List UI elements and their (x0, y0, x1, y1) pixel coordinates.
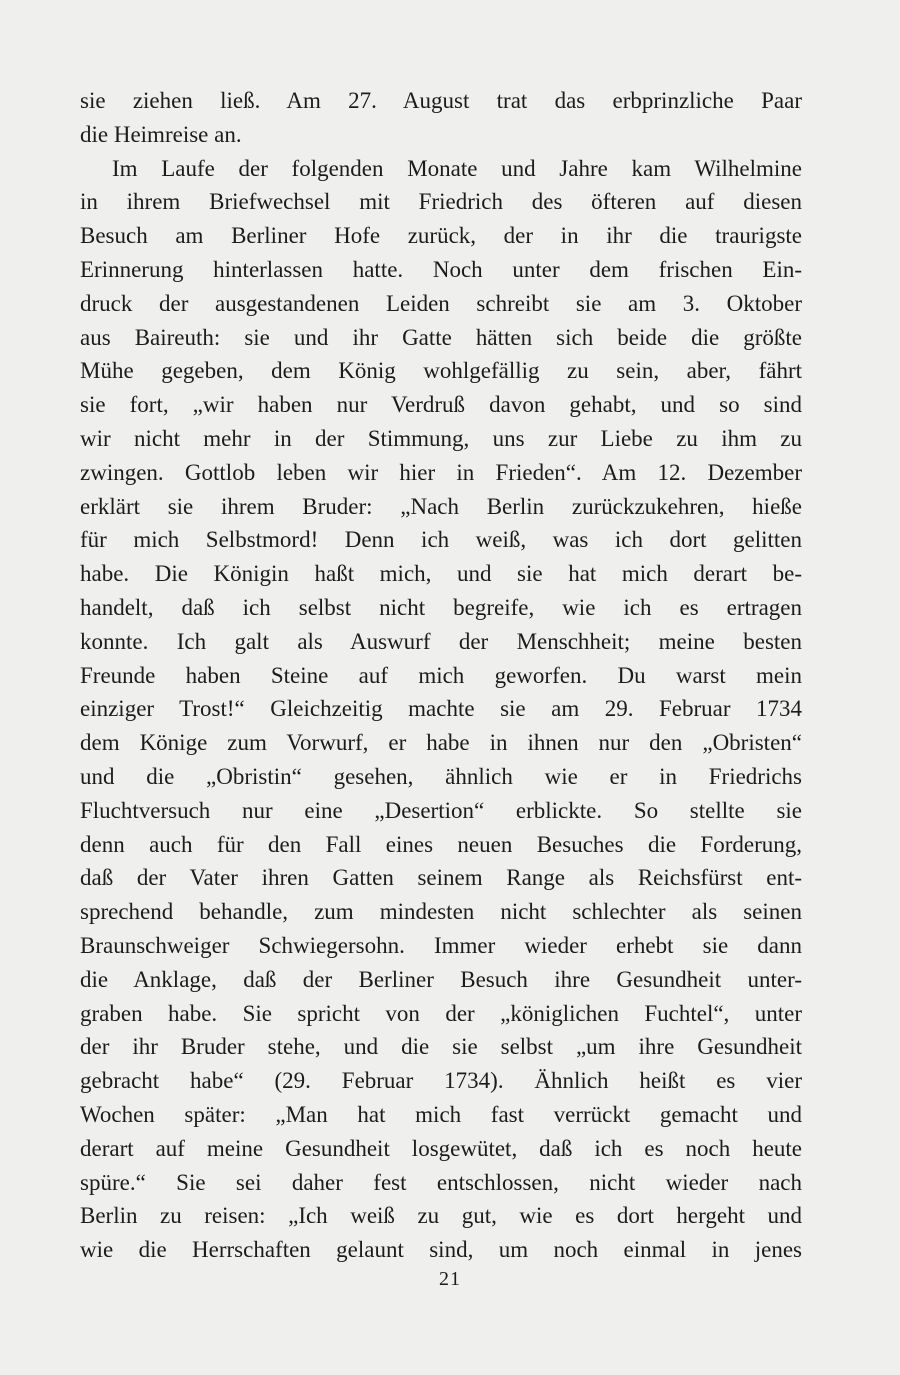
text-line: habe. Die Königin haßt mich, und sie hat mich derart be- (80, 561, 802, 587)
text-line: daß der Vater ihren Gatten seinem Range als Reichsfürst ent- (80, 865, 802, 891)
text-line: für mich Selbstmord! Denn ich weiß, was ich dort gelitten (80, 527, 802, 553)
text-line: druck der ausgestandenen Leiden schreibt sie am 3. Oktober (80, 290, 802, 316)
text-line: Erinnerung hinterlassen hatte. Noch unter dem frischen Ein- (80, 256, 802, 282)
text-line: Im Laufe der folgenden Monate und Jahre kam Wilhelmine (112, 155, 802, 181)
text-line: einziger Trost!“ Gleichzeitig machte sie am 29. Februar 1734 (80, 696, 802, 722)
text-line: sie ziehen ließ. Am 27. August trat das erbprinzliche Paar (80, 88, 802, 113)
text-line: dem Könige zum Vorwurf, er habe in ihnen nur den „Obristen“ (80, 730, 802, 756)
text-line: zwingen. Gottlob leben wir hier in Frieden“. Am 12. Dezember (80, 459, 802, 485)
text-line: Besuch am Berliner Hofe zurück, der in ihr die traurigste (80, 223, 802, 249)
text-line: und die „Obristin“ gesehen, ähnlich wie er in Friedrichs (80, 763, 802, 789)
text-line: wir nicht mehr in der Stimmung, uns zur Liebe zu ihm zu (80, 425, 802, 451)
text-line: Berlin zu reisen: „Ich weiß zu gut, wie es dort hergeht und (80, 1203, 802, 1229)
text-line: Freunde haben Steine auf mich geworfen. Du warst mein (80, 662, 802, 688)
text-line: spüre.“ Sie sei daher fest entschlossen, nicht wieder nach (80, 1169, 802, 1195)
body-text (80, 84, 802, 1267)
text-line: sprechend behandle, zum mindesten nicht schlechter als seinen (80, 899, 802, 925)
text-line: wie die Herrschaften gelaunt sind, um noch einmal in jenes (80, 1237, 802, 1263)
text-line: in ihrem Briefwechsel mit Friedrich des öfteren auf diesen (80, 189, 802, 215)
text-line: sie fort, „wir haben nur Verdruß davon gehabt, und so sind (80, 392, 802, 418)
text-line: die Heimreise an. (80, 121, 242, 147)
text-line: handelt, daß ich selbst nicht begreife, wie ich es ertragen (80, 594, 802, 620)
text-line: erklärt sie ihrem Bruder: „Nach Berlin zurückzukehren, hieße (80, 493, 802, 519)
text-line: gebracht habe“ (29. Februar 1734). Ähnlich heißt es vier (80, 1068, 802, 1094)
page-number: 21 (439, 1268, 461, 1290)
text-line: graben habe. Sie spricht von der „königlichen Fuchtel“, unter (80, 1000, 802, 1026)
text-line: derart auf meine Gesundheit losgewütet, daß ich es noch heute (80, 1135, 802, 1161)
text-line: der ihr Bruder stehe, und die sie selbst „um ihre Gesundheit (80, 1034, 802, 1060)
text-line: Fluchtversuch nur eine „Desertion“ erblickte. So stellte sie (80, 797, 802, 823)
text-line: denn auch für den Fall eines neuen Besuches die Forderung, (80, 831, 802, 857)
text-line: aus Baireuth: sie und ihr Gatte hätten sich beide die größte (80, 324, 802, 350)
text-line: Wochen später: „Man hat mich fast verrückt gemacht und (80, 1101, 802, 1127)
text-line: konnte. Ich galt als Auswurf der Menschheit; meine besten (80, 628, 802, 654)
text-line: Braunschweiger Schwiegersohn. Immer wieder erhebt sie dann (80, 932, 802, 958)
text-line: Mühe gegeben, dem König wohlgefällig zu sein, aber, fährt (80, 358, 802, 384)
text-line: die Anklage, daß der Berliner Besuch ihre Gesundheit unter- (80, 966, 802, 992)
